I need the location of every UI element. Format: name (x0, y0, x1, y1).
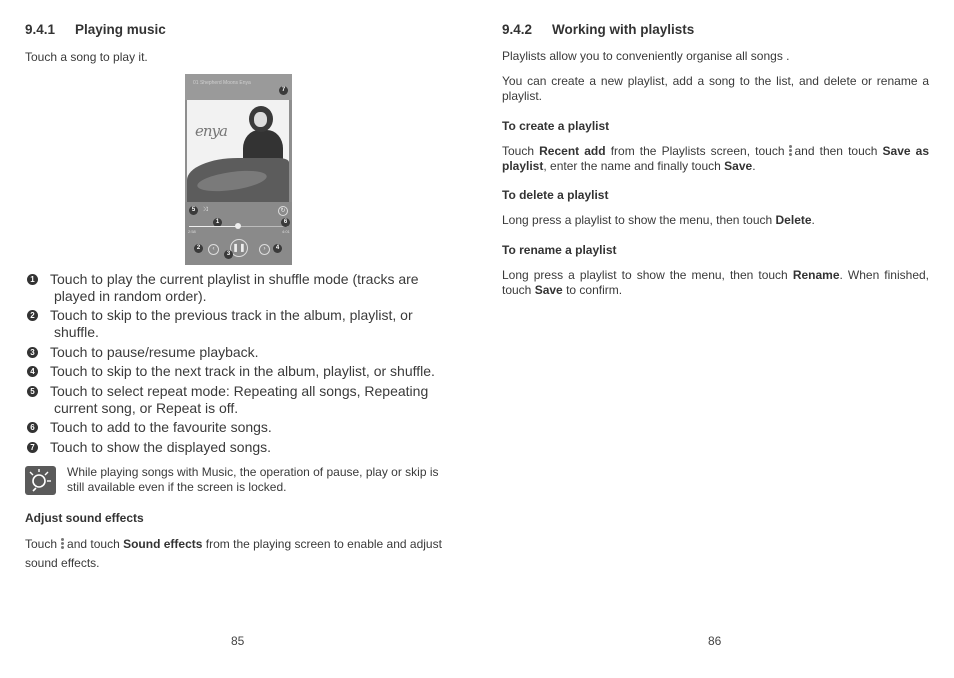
number-badge: 4 (27, 366, 38, 377)
player-top-bar (185, 74, 292, 100)
page-number: 86 (708, 634, 722, 648)
item-text: Touch to play the current playlist in shuffle mode (tracks are (50, 271, 419, 287)
bold-term: Save (534, 283, 563, 297)
text-run: Touch (25, 537, 58, 551)
item-text: Touch to select repeat mode: Repeating all songs, Repeating (50, 383, 429, 399)
bold-term: Delete (775, 213, 812, 227)
pause-icon[interactable]: ❚❚ (230, 239, 248, 257)
item-text: Touch to add to the favourite songs. (50, 419, 272, 435)
music-player-screenshot (185, 74, 292, 265)
page-number: 85 (231, 634, 245, 648)
delete-playlist-text (502, 213, 929, 228)
callout-5: 5 (189, 206, 198, 215)
text-run: . (752, 159, 756, 173)
elapsed-time: 2:58 (188, 229, 196, 234)
callout-1: 1 (213, 218, 222, 227)
text-run: to confirm. (566, 283, 623, 297)
track-title: 01 Shepherd Moons Enya (193, 80, 251, 86)
lightbulb-tip-icon (25, 466, 56, 495)
text-run: Touch (502, 144, 535, 158)
progress-knob[interactable] (235, 223, 241, 229)
list-item (25, 307, 452, 341)
create-playlist-text (502, 144, 929, 174)
list-item (25, 271, 452, 305)
control-descriptions (25, 271, 452, 456)
shuffle-icon[interactable]: ⤨ (202, 207, 208, 213)
callout-2: 2 (194, 244, 203, 253)
create-playlist-heading: To create a playlist (502, 119, 610, 133)
more-options-icon (60, 537, 64, 550)
number-badge: 5 (27, 386, 38, 397)
playlists-intro: Playlists allow you to conveniently organise all songs . (502, 49, 790, 63)
number-badge: 6 (27, 422, 38, 433)
text-run: Long press a playlist to show the menu, then touch (502, 213, 773, 227)
item-text-cont: shuffle. (54, 324, 99, 340)
list-item (25, 344, 452, 361)
adjust-sound-text (25, 535, 453, 573)
bold-term: Rename (792, 268, 840, 282)
item-text: Touch to pause/resume playback. (50, 344, 259, 360)
repeat-icon[interactable]: ↻ (278, 206, 288, 216)
item-text: Touch to show the displayed songs. (50, 439, 272, 455)
album-cover (187, 100, 289, 202)
callout-4: 4 (273, 244, 282, 253)
list-item (25, 363, 452, 380)
number-badge: 1 (27, 274, 38, 285)
item-text-cont: current song, or Repeat is off. (54, 400, 239, 416)
text-run: from the playing screen to enable and adjust sound effects. (25, 537, 442, 570)
section-title: Playing music (75, 22, 166, 37)
number-badge: 2 (27, 310, 38, 321)
album-logo: enya (195, 122, 227, 140)
intro-text: Touch a song to play it. (25, 50, 148, 64)
total-time: 4:01 (282, 229, 290, 234)
callout-7: 7 (279, 86, 288, 95)
text-run: and then touch (794, 144, 878, 158)
next-icon[interactable]: › (259, 244, 270, 255)
bold-term: Save (724, 159, 753, 173)
callout-3: 3 (224, 250, 233, 259)
section-heading-playlists (502, 22, 694, 37)
delete-playlist-heading: To delete a playlist (502, 188, 609, 202)
more-options-icon (788, 144, 792, 157)
section-number: 9.4.1 (25, 22, 56, 37)
item-text: Touch to skip to the next track in the album, playlist, or shuffle. (50, 363, 435, 379)
player-controls (185, 202, 292, 265)
rename-playlist-text (502, 268, 929, 298)
item-text: Touch to skip to the previous track in the album, playlist, or (50, 307, 413, 323)
list-item (25, 439, 452, 456)
text-run: . When finished, touch (502, 268, 930, 297)
number-badge: 7 (27, 442, 38, 453)
number-badge: 3 (27, 347, 38, 358)
adjust-sound-heading: Adjust sound effects (25, 511, 144, 525)
item-text-cont: played in random order). (54, 288, 207, 304)
playlists-description: You can create a new playlist, add a song to the list, and delete or rename a playlist. (502, 74, 929, 103)
rename-playlist-heading: To rename a playlist (502, 243, 617, 257)
section-heading-playing-music (25, 22, 166, 37)
text-run: . (811, 213, 815, 227)
bold-term: Save as playlist (502, 144, 930, 173)
section-title: Working with playlists (552, 22, 695, 37)
text-run: from the Playlists screen, touch (610, 144, 785, 158)
bold-term: Sound effects (123, 537, 203, 551)
bold-term: Recent add (539, 144, 606, 158)
list-item (25, 419, 452, 436)
section-number: 9.4.2 (502, 22, 533, 37)
list-item (25, 383, 452, 417)
previous-icon[interactable]: ‹ (208, 244, 219, 255)
text-run: and touch (67, 537, 120, 551)
tip-text: While playing songs with Music, the operation of pause, play or skip is still available even if the screen is locked. (67, 465, 439, 494)
callout-6: 6 (281, 218, 290, 227)
cover-figure-face (254, 112, 267, 127)
text-run: , enter the name and finally touch (543, 159, 721, 173)
text-run: Long press a playlist to show the menu, then touch (502, 268, 788, 282)
